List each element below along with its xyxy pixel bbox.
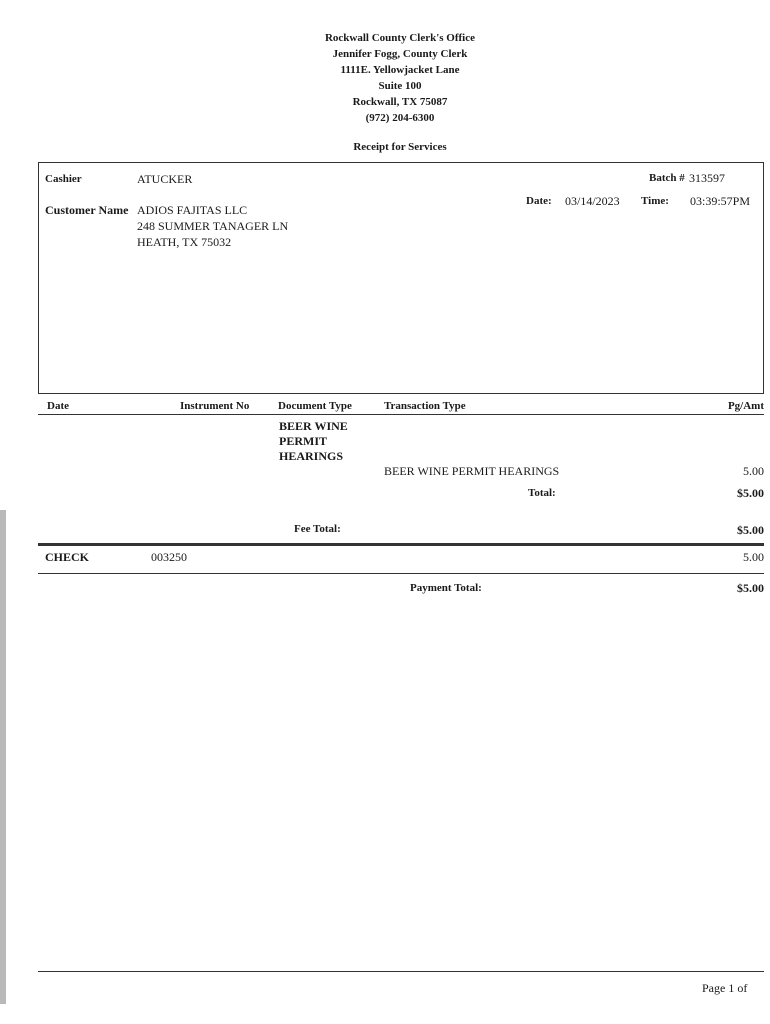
office-phone: (972) 204-6300 (365, 112, 435, 124)
customer-address1: 248 SUMMER TANAGER LN (137, 219, 289, 233)
col-transaction: Transaction Type (384, 400, 466, 412)
scan-edge-shadow (0, 510, 6, 1004)
batch-value: 313597 (689, 171, 725, 185)
doc-type-line3: HEARINGS (279, 449, 344, 463)
doc-type-line2: PERMIT (279, 434, 327, 448)
office-name: Rockwall County Clerk's Office (324, 32, 475, 44)
customer-label: Customer Name (45, 203, 129, 217)
page-number: Page 1 of (702, 981, 748, 995)
time-label: Time: (641, 195, 669, 207)
item-total-label: Total: (528, 487, 556, 499)
time-value: 03:39:57PM (690, 194, 751, 208)
payment-total-value: $5.00 (737, 581, 764, 595)
office-street: 1111E. Yellowjacket Lane (340, 64, 460, 76)
county-clerk: Jennifer Fogg, County Clerk (332, 48, 468, 60)
office-city: Rockwall, TX 75087 (352, 96, 448, 108)
customer-address2: HEATH, TX 75032 (137, 235, 232, 249)
check-number: 003250 (151, 550, 187, 564)
payment-rule (38, 573, 764, 574)
doc-type-line1: BEER WINE (279, 419, 348, 433)
col-date: Date (47, 400, 69, 412)
batch-label: Batch # (649, 172, 685, 184)
col-instrument: Instrument No (180, 400, 250, 412)
payment-method: CHECK (45, 550, 90, 564)
transaction-type: BEER WINE PERMIT HEARINGS (384, 464, 560, 478)
customer-name: ADIOS FAJITAS LLC (137, 203, 248, 217)
payment-amount: 5.00 (743, 550, 764, 564)
col-amount: Pg/Amt (727, 400, 764, 412)
payment-section-rule (38, 543, 764, 546)
date-value: 03/14/2023 (565, 194, 620, 208)
payment-total-label: Payment Total: (410, 582, 482, 594)
footer-rule (38, 971, 764, 972)
item-amount: 5.00 (743, 464, 764, 478)
receipt-title: Receipt for Services (353, 141, 447, 153)
cashier-label: Cashier (45, 173, 82, 185)
cashier-value: ATUCKER (137, 172, 193, 186)
fee-total-value: $5.00 (737, 523, 764, 537)
item-total-value: $5.00 (737, 486, 764, 500)
date-label: Date: (526, 195, 552, 207)
column-header-rule (38, 414, 764, 415)
col-doc-type: Document Type (278, 400, 352, 412)
office-suite: Suite 100 (378, 80, 422, 92)
fee-total-label: Fee Total: (294, 523, 341, 535)
